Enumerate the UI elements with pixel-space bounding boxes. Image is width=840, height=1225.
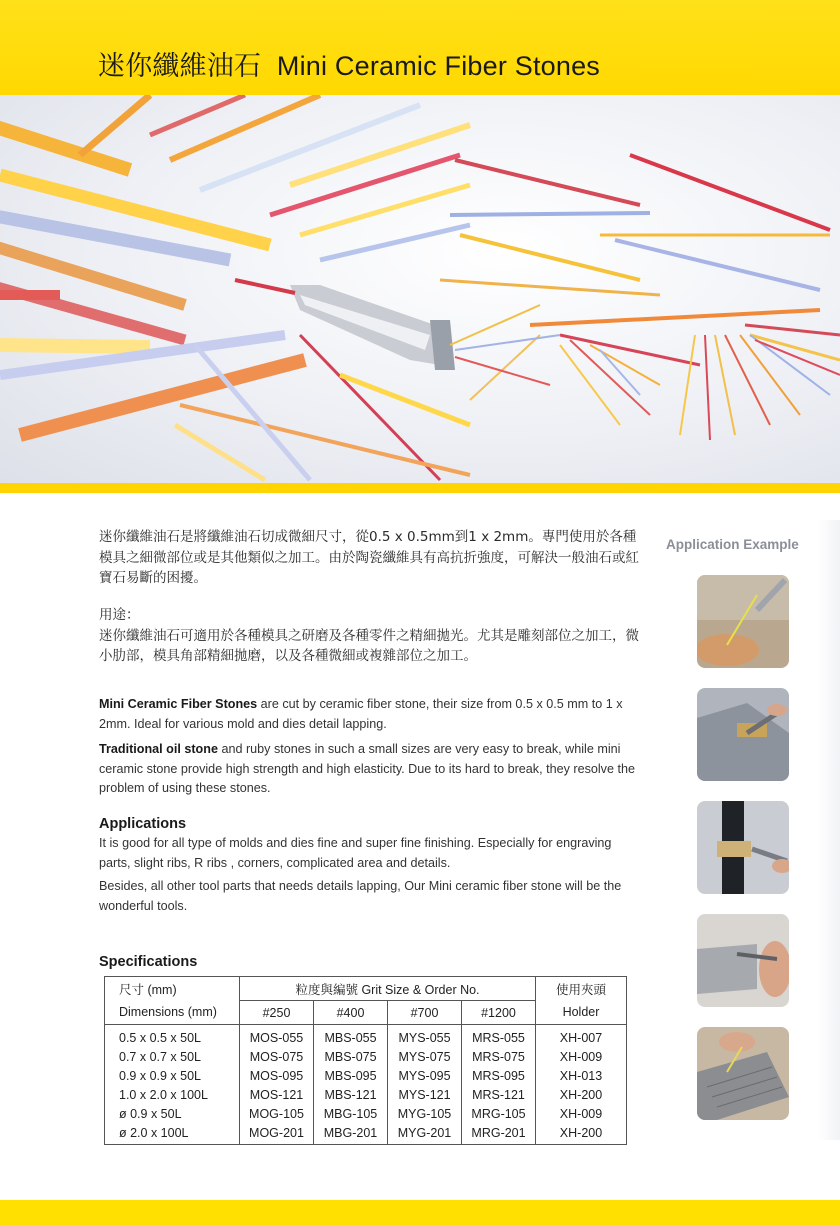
usage-zh bbox=[99, 605, 639, 667]
usage-zh-heading: 用途： bbox=[99, 607, 140, 623]
table-row bbox=[105, 1025, 627, 1048]
application-photo-4 bbox=[697, 914, 789, 1007]
en-intro-p2 bbox=[99, 740, 639, 799]
cell-code: MRG-105 bbox=[462, 1104, 536, 1123]
hero-photo bbox=[0, 95, 840, 485]
title-en: Mini Ceramic Fiber Stones bbox=[276, 51, 600, 81]
app-photo-5 bbox=[697, 1027, 789, 1120]
cell-dim: ø 0.9 x 50L bbox=[119, 1106, 182, 1121]
cell-code: MBS-055 bbox=[314, 1025, 388, 1048]
cell-holder: XH-009 bbox=[536, 1104, 627, 1123]
col-holder-zh: 使用夾頭 bbox=[536, 977, 627, 1001]
cell-holder: XH-007 bbox=[536, 1025, 627, 1048]
applications-heading: Applications bbox=[99, 816, 187, 832]
col-grit-header: 粒度與編號 Grit Size & Order No. bbox=[240, 977, 536, 1001]
col-dim-en: Dimensions (mm) bbox=[105, 1001, 240, 1025]
col-holder-en: Holder bbox=[536, 1001, 627, 1025]
cell-code: MBS-095 bbox=[314, 1066, 388, 1085]
photo-bottom-band bbox=[0, 483, 840, 493]
application-photo-5 bbox=[697, 1027, 789, 1120]
cell-code: MRS-121 bbox=[462, 1085, 536, 1104]
cell-holder: XH-009 bbox=[536, 1047, 627, 1066]
table-row bbox=[105, 1066, 627, 1085]
cell-holder: XH-200 bbox=[536, 1123, 627, 1145]
cell-code: MYS-075 bbox=[388, 1047, 462, 1066]
table-row bbox=[105, 1047, 627, 1066]
cell-code: MYS-121 bbox=[388, 1085, 462, 1104]
cell-code: MYG-105 bbox=[388, 1104, 462, 1123]
cell-holder: XH-200 bbox=[536, 1085, 627, 1104]
cell-code: MOS-095 bbox=[240, 1066, 314, 1085]
en-intro-p2-text: and ruby stones in such a small sizes are very easy to break, while mini ceramic stone provide high strength and high elasticity. Due to its hard to break, they resolve the problem of using these stones. bbox=[99, 742, 635, 795]
col-dim-zh: 尺寸 (mm) bbox=[119, 982, 177, 997]
cell-code: MBG-105 bbox=[314, 1104, 388, 1123]
cell-code: MOS-121 bbox=[240, 1085, 314, 1104]
en-intro-p1-text: are cut by ceramic fiber stone, their size from 0.5 x 0.5 mm to 1 x 2mm. Ideal for various mold and dies detail lapping. bbox=[99, 697, 623, 731]
cell-code: MYS-095 bbox=[388, 1066, 462, 1085]
cell-dim: 1.0 x 2.0 x 100L bbox=[119, 1087, 208, 1102]
cell-code: MOS-075 bbox=[240, 1047, 314, 1066]
cell-dim: 0.5 x 0.5 x 50L bbox=[119, 1030, 202, 1045]
app-photo-4 bbox=[697, 914, 789, 1007]
cell-code: MBG-201 bbox=[314, 1123, 388, 1145]
cell-code: MOG-201 bbox=[240, 1123, 314, 1145]
grit-700: #700 bbox=[388, 1001, 462, 1025]
specifications-heading: Specifications bbox=[99, 954, 198, 970]
en-intro-p2-bold: Traditional oil stone bbox=[99, 742, 218, 756]
grit-1200: #1200 bbox=[462, 1001, 536, 1025]
page-title bbox=[98, 44, 600, 83]
title-zh: 迷你纖維油石 bbox=[98, 51, 262, 81]
en-intro-p1 bbox=[99, 695, 639, 734]
table-row bbox=[105, 1104, 627, 1123]
en-intro-p1-bold: Mini Ceramic Fiber Stones bbox=[99, 697, 258, 711]
table-row bbox=[105, 1085, 627, 1104]
cell-dim: 0.7 x 0.7 x 50L bbox=[119, 1049, 202, 1064]
app-photo-3 bbox=[697, 801, 789, 894]
application-example-label: Application Example bbox=[666, 537, 799, 552]
cell-code: MYS-055 bbox=[388, 1025, 462, 1048]
cell-code: MRS-095 bbox=[462, 1066, 536, 1085]
table-row bbox=[105, 1123, 627, 1145]
cell-code: MBS-121 bbox=[314, 1085, 388, 1104]
grit-400: #400 bbox=[314, 1001, 388, 1025]
ceramic-fiber-sticks-photo bbox=[0, 95, 840, 485]
cell-code: MYG-201 bbox=[388, 1123, 462, 1145]
cell-dim: ø 2.0 x 100L bbox=[119, 1125, 189, 1140]
cell-code: MOG-105 bbox=[240, 1104, 314, 1123]
application-photo-3 bbox=[697, 801, 789, 894]
applications-p2: Besides, all other tool parts that needs details lapping, Our Mini ceramic fiber stone will be the wonderful tools. bbox=[99, 879, 622, 913]
right-edge-shadow bbox=[818, 520, 840, 1140]
cell-dim: 0.9 x 0.9 x 50L bbox=[119, 1068, 202, 1083]
cell-code: MOS-055 bbox=[240, 1025, 314, 1048]
cell-holder: XH-013 bbox=[536, 1066, 627, 1085]
grit-250: #250 bbox=[240, 1001, 314, 1025]
footer-band bbox=[0, 1200, 840, 1225]
cell-code: MRG-201 bbox=[462, 1123, 536, 1145]
application-photo-2 bbox=[697, 688, 789, 781]
application-photo-1 bbox=[697, 575, 789, 668]
cell-code: MRS-075 bbox=[462, 1047, 536, 1066]
app-photo-2 bbox=[697, 688, 789, 781]
usage-zh-text: 迷你纖維油石可適用於各種模具之研磨及各種零件之精細拋光。尤其是雕刻部位之加工，微小肋部，模具角部精細拋磨，以及各種微細或複雜部位之加工。 bbox=[99, 627, 639, 664]
cell-code: MRS-055 bbox=[462, 1025, 536, 1048]
intro-zh: 迷你纖維油石是將纖維油石切成微細尺寸，從0.5 x 0.5mm到1 x 2mm。專門使用於各種模具之細微部位或是其他類似之加工。由於陶瓷纖維具有高抗折強度，可解決一般油石或紅寶石易斷的困擾。 bbox=[99, 529, 639, 586]
app-photo-1 bbox=[697, 575, 789, 668]
applications-p1: It is good for all type of molds and dies fine and super fine finishing. Especially for engraving parts, slight ribs, R ribs , corners, complicated area and details. bbox=[99, 836, 612, 870]
specifications-table bbox=[104, 976, 627, 1145]
cell-code: MBS-075 bbox=[314, 1047, 388, 1066]
